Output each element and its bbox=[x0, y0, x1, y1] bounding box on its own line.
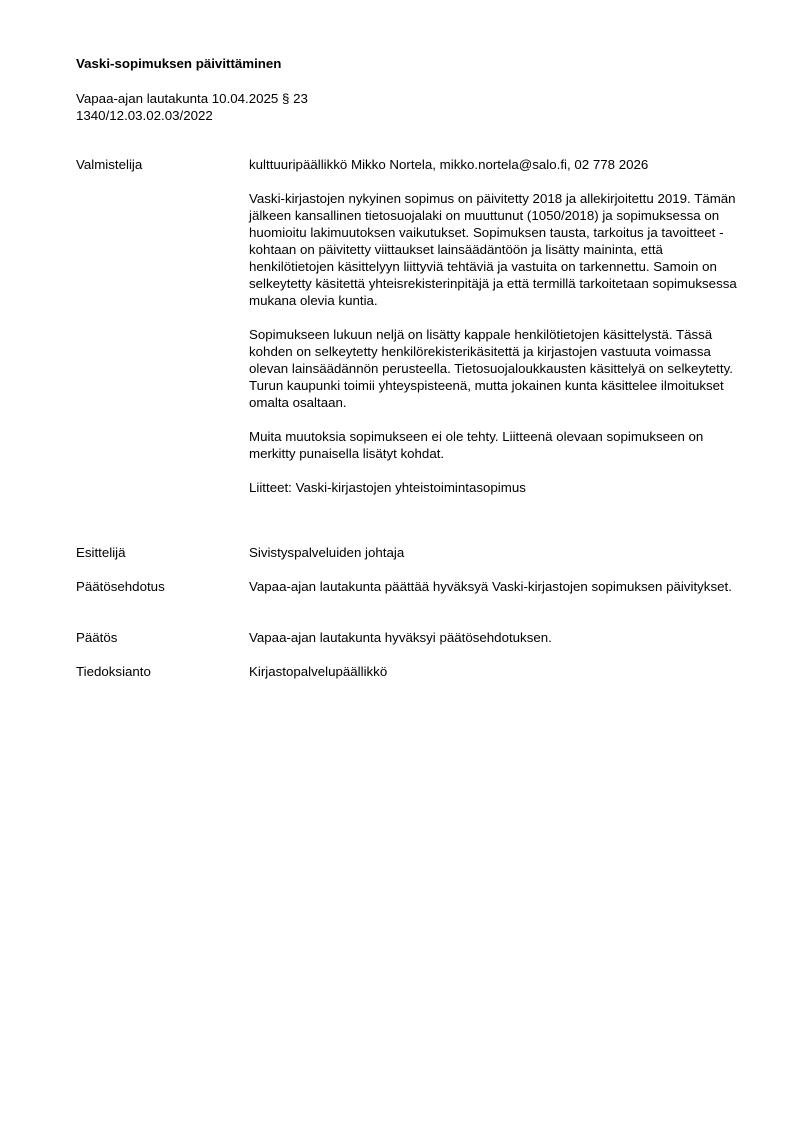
section-label-valmistelija: Valmistelija bbox=[76, 157, 143, 172]
body-paragraph: Sopimukseen lukuun neljä on lisätty kappale henkilötietojen käsittelystä. Tässä kohden on selkeytetty henkilörekisterikäsitettä ja kirjastojen vastuuta voimassa olevan lainsäädännön perusteella. Tietosuojaloukkausten käsittelyä on selkeytetty. Turun kaupunki toimii yhteyspisteenä, mutta jokainen kunta käsittelee ilmoitukset omalta osaltaan. bbox=[249, 327, 733, 410]
section-content-paatosehdotus: Vapaa-ajan lautakunta päättää hyväksyä Vaski-kirjastojen sopimuksen päivitykset. bbox=[249, 579, 732, 594]
record-number: 1340/12.03.02.03/2022 bbox=[76, 108, 213, 123]
body-paragraph: Vaski-kirjastojen nykyinen sopimus on päivitetty 2018 ja allekirjoitettu 2019. Tämän jälkeen kansallinen tietosuojalaki on muuttunut (1050/2018) ja sopimuksessa on huomioitu lakimuutoksen vaikutukset. Sopimuksen tausta, tarkoitus ja tavoitteet -kohtaan on päivitetty viittaukset lainsäädäntöön ja lisätty maininta, että henkilötietojen käsittelyyn liittyviä tehtäviä ja vastuita on tarkennettu. Samoin on selkeytetty käsitettä yhteisrekisterinpitäjä ja että termillä tarkoitetaan sopimuksessa mukana olevia kuntia. bbox=[249, 191, 737, 308]
meeting-line: Vapaa-ajan lautakunta 10.04.2025 § 23 bbox=[76, 91, 308, 106]
section-label-paatosehdotus: Päätösehdotus bbox=[76, 579, 165, 594]
section-label-paatos: Päätös bbox=[76, 630, 118, 645]
section-content-paatos: Vapaa-ajan lautakunta hyväksyi päätösehdotuksen. bbox=[249, 630, 552, 645]
preparer-line: kulttuuripäällikkö Mikko Nortela, mikko.nortela@salo.fi, 02 778 2026 bbox=[249, 157, 649, 172]
section-label-esittelija: Esittelijä bbox=[76, 545, 126, 560]
section-content-esittelija: Sivistyspalveluiden johtaja bbox=[249, 545, 405, 560]
body-paragraph: Muita muutoksia sopimukseen ei ole tehty. Liitteenä olevaan sopimukseen on merkitty punaisella lisätyt kohdat. bbox=[249, 429, 704, 461]
document-meta bbox=[76, 90, 308, 124]
section-content-valmistelija bbox=[249, 156, 741, 496]
section-label-tiedoksianto: Tiedoksianto bbox=[76, 664, 151, 679]
document-title: Vaski-sopimuksen päivittäminen bbox=[76, 56, 282, 71]
section-content-tiedoksianto: Kirjastopalvelupäällikkö bbox=[249, 664, 388, 679]
attachments-line: Liitteet: Vaski-kirjastojen yhteistoimintasopimus bbox=[249, 480, 526, 495]
